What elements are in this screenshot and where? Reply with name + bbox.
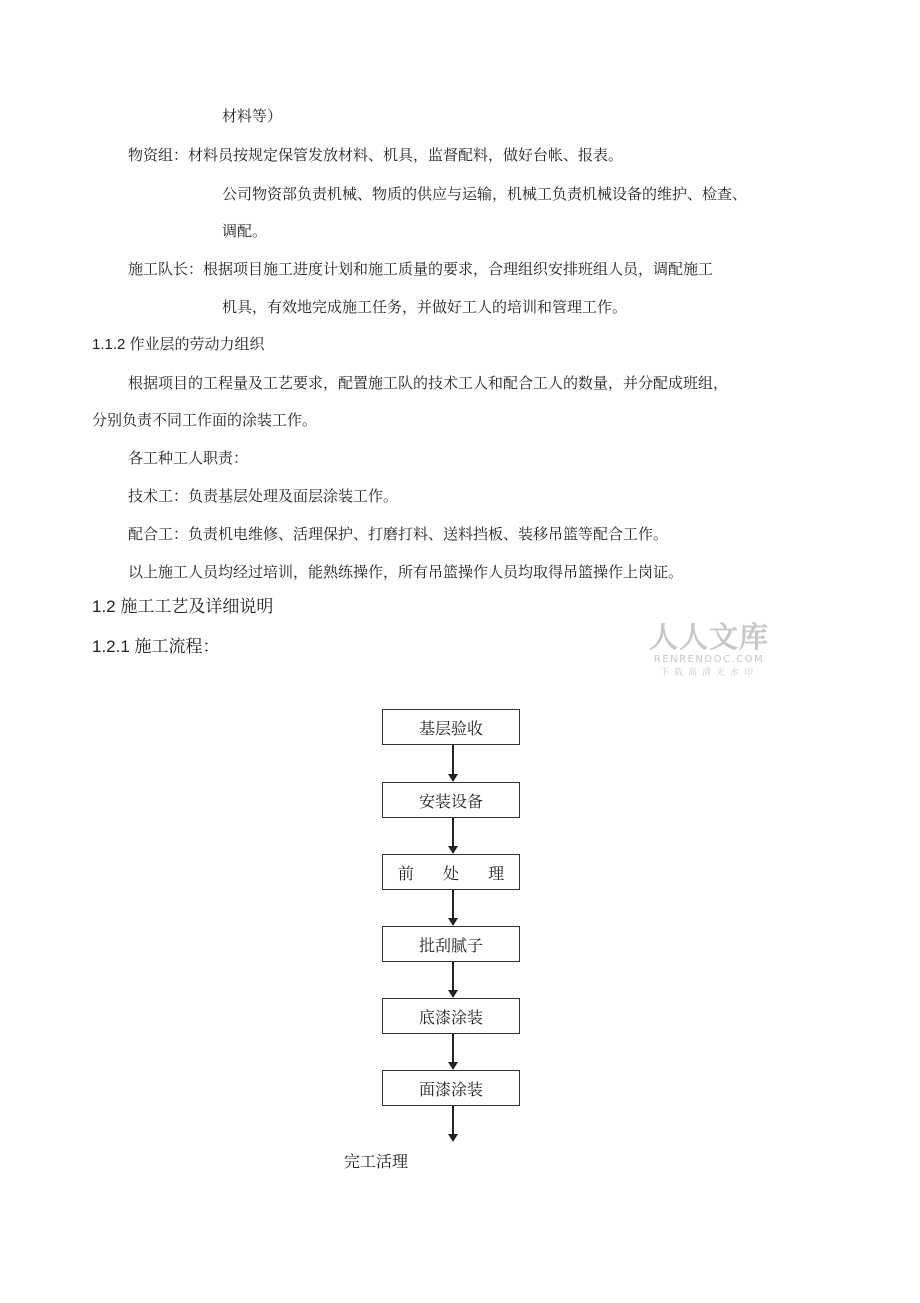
watermark-logo [646, 620, 772, 680]
flow-step-topcoat: 面漆涂装 [382, 1070, 520, 1106]
arrow-down-icon [448, 1134, 458, 1142]
watermark-url: RENRENDOC.COM [653, 654, 765, 665]
arrow-down-icon [448, 774, 458, 782]
para-team-leader-cont: 机具，有效地完成施工任务，并做好工人的培训和管理工作。 [222, 298, 628, 316]
heading-1-2-1: 1.2.1 施工流程： [92, 637, 220, 656]
flow-connector [452, 1034, 454, 1062]
flow-connector [452, 818, 454, 846]
heading-1-2: 1.2 施工工艺及详细说明 [92, 597, 274, 616]
flow-step-putty: 批刮腻子 [382, 926, 520, 962]
watermark-subtitle: 下载高清无水印 [659, 668, 758, 678]
flow-connector [452, 890, 454, 918]
flow-step-primer: 底漆涂装 [382, 998, 520, 1034]
para-company-supply: 公司物资部负责机械、物质的供应与运输，机械工负责机械设备的维护、检查、 [222, 185, 748, 203]
para-materials-cont: 材料等） [222, 107, 283, 125]
para-helper: 配合工：负责机电维修、活理保护、打磨打料、送料挡板、装移吊篮等配合工作。 [128, 525, 669, 543]
flow-end-label: 完工活理 [344, 1152, 409, 1171]
para-worker-duties: 各工种工人职责： [128, 449, 249, 467]
heading-1-1-2: 1.1.2 作业层的劳动力组织 [92, 336, 265, 353]
arrow-down-icon [448, 990, 458, 998]
arrow-down-icon [448, 918, 458, 926]
flow-step-base-inspection: 基层验收 [382, 709, 520, 745]
para-company-supply-cont: 调配。 [222, 222, 268, 240]
para-technician: 技术工：负责基层处理及面层涂装工作。 [128, 487, 399, 505]
flow-step-pretreatment: 前 处 理 [382, 854, 520, 890]
para-materials-group: 物资组：材料员按规定保管发放材料、机具，监督配料，做好台帐、报表。 [128, 146, 624, 164]
para-team-leader: 施工队长：根据项目施工进度计划和施工质量的要求，合理组织安排班组人员，调配施工 [128, 260, 714, 278]
flow-step-install-equipment: 安装设备 [382, 782, 520, 818]
para-labor-config: 根据项目的工程量及工艺要求，配置施工队的技术工人和配合工人的数量，并分配成班组， [128, 374, 729, 392]
arrow-down-icon [448, 846, 458, 854]
arrow-down-icon [448, 1062, 458, 1070]
flow-connector [452, 1106, 454, 1134]
flow-connector [452, 962, 454, 990]
para-training: 以上施工人员均经过培训，能熟练操作，所有吊篮操作人员均取得吊篮操作上岗证。 [128, 563, 684, 581]
flow-connector [452, 745, 454, 775]
para-labor-config-cont: 分别负责不同工作面的涂装工作。 [92, 411, 318, 429]
watermark-title: 人人文库 [648, 620, 769, 654]
